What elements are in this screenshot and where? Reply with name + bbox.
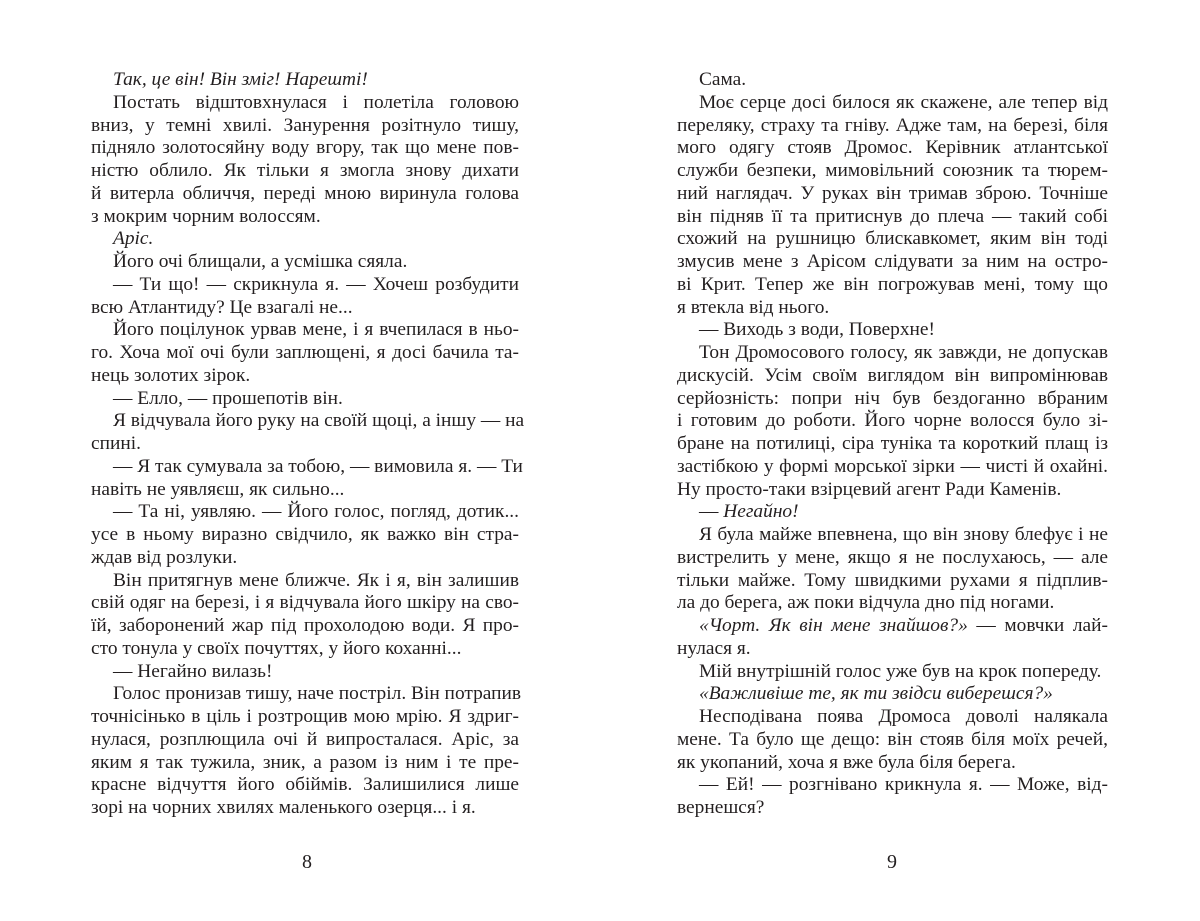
line-text: зорі на чорних хвилях маленького озерця... і я. — [91, 797, 476, 818]
line-text: — — [699, 501, 724, 523]
text-line — [91, 228, 519, 251]
line-text: — Елло, — прошепотів він. — [113, 387, 343, 409]
line-text: дискусій. Усім своїм виглядом він випромінював — [677, 364, 1108, 386]
line-text: Постать відштовхнулася і полетіла головою — [113, 91, 519, 113]
text-line — [91, 410, 525, 433]
text-line — [677, 92, 1108, 115]
line-text: ністю облило. Як тільки я змогла знову дихати — [91, 160, 519, 181]
line-text: — Та ні, уявляю. — Його голос, погляд, дотик... — [113, 501, 519, 523]
line-text: вернешся? — [677, 797, 765, 818]
line-text: схожий на рушницю блискавкомет, яким він тоді — [677, 228, 1108, 250]
line-text: спині. — [91, 433, 141, 454]
text-line — [677, 115, 1108, 138]
line-text: нець золотих зірок. — [91, 364, 251, 386]
line-text: — мовчки лай- — [967, 615, 1108, 636]
text-line — [677, 365, 1108, 388]
text-line — [677, 206, 1108, 229]
line-text: точнісінько в ціль і розтрощив мою мрію. Я здриг- — [91, 706, 519, 727]
text-line — [91, 388, 519, 411]
line-text: мене. Та було ще дещо: він стояв біля моїх речей, — [677, 728, 1108, 750]
text-line — [91, 592, 519, 615]
line-text: як укопаний, хоча я вже була біля берега. — [677, 751, 1016, 773]
line-text: — Виходь з води, Поверхне! — [699, 319, 935, 341]
text-line — [677, 501, 1108, 524]
text-line — [677, 752, 1108, 775]
line-text: я втекла від нього. — [677, 296, 830, 318]
line-text: — Ти що! — скрикнула я. — Хочеш розбудити — [113, 273, 519, 295]
line-text: змусив мене з Арісом слідувати за ним на остро- — [677, 251, 1108, 272]
text-line — [91, 69, 519, 92]
text-line — [91, 342, 519, 365]
line-text: застібкою у формі морської зірки — чисті й охайні. — [677, 455, 1108, 477]
text-line — [677, 183, 1108, 206]
line-text: Тон Дромосового голосу, як завжди, не допускав — [699, 342, 1108, 363]
text-line — [677, 319, 1108, 342]
line-text: і готовим до роботи. Його чорне волосся було зі- — [677, 410, 1108, 432]
text-line — [91, 319, 519, 342]
text-line — [91, 615, 519, 638]
text-line — [91, 479, 519, 502]
text-line — [91, 115, 519, 138]
line-text: Аріс. — [113, 228, 154, 250]
text-line — [677, 251, 1108, 274]
line-text: — Я так сумувала за тобою, — вимовила я. — Ти — [113, 455, 523, 477]
text-line — [91, 160, 519, 183]
text-line — [677, 706, 1108, 729]
text-line — [677, 274, 1108, 297]
text-line — [91, 729, 519, 752]
line-text: свій одяг на березі, і я відчувала його шкіру на сво- — [91, 592, 519, 614]
text-line — [677, 638, 1108, 661]
text-line — [677, 160, 1108, 183]
line-text: навіть не уявляєш, як сильно... — [91, 478, 345, 500]
line-text: з мокрим чорним волоссям. — [91, 205, 321, 227]
text-line — [91, 683, 522, 706]
text-line — [677, 547, 1108, 570]
text-line — [91, 752, 519, 775]
text-line — [91, 251, 519, 274]
line-text: ві Крит. Тепер же він погрожував мені, тому що — [677, 273, 1108, 295]
text-line — [91, 661, 519, 684]
line-text: — Ей! — розгнівано крикнула я. — Може, від- — [699, 774, 1108, 796]
text-line — [91, 274, 519, 297]
line-text: нулася я. — [677, 637, 751, 659]
line-text: яким я так тужила, зник, а разом із ним і те пре- — [91, 751, 519, 773]
text-line — [677, 570, 1108, 593]
text-line — [677, 456, 1108, 479]
text-line — [91, 501, 519, 524]
text-line — [91, 797, 519, 820]
text-line — [677, 388, 1108, 411]
text-line — [677, 524, 1108, 547]
text-line — [677, 228, 1108, 251]
line-text: сто тонула у своїх почуттях, у його коханні... — [91, 637, 462, 659]
line-text: всю Атлантиду? Це взагалі не... — [91, 296, 353, 318]
line-text: служби безпеки, мимовільний союзник та тюрем- — [677, 160, 1108, 181]
text-line — [91, 706, 519, 729]
line-text: їй, заборонений жар під прохолодою води. Я про- — [91, 615, 519, 636]
line-text: вниз, у темні хвилі. Занурення розітнуло тишу, — [91, 114, 519, 136]
line-text: Так, це він! Він зміг! Нарешті! — [113, 69, 368, 90]
line-text: Сама. — [699, 69, 747, 90]
text-line — [677, 479, 1108, 502]
line-text: ла до берега, аж поки відчула дно під ногами. — [677, 592, 1055, 614]
text-line — [91, 638, 519, 661]
line-text: го. Хоча мої очі були заплющені, я досі бачила та- — [91, 342, 519, 363]
text-line — [677, 69, 1108, 92]
text-line — [91, 206, 519, 229]
page-number-left: 8 — [302, 851, 312, 873]
line-text: «Важливіше те, як ти звідси виберешся?» — [699, 683, 1053, 705]
line-text: нулася, розплющила очі й випросталася. Аріс, за — [91, 728, 519, 750]
text-line — [677, 410, 1108, 433]
line-text: підняло золотосяйну воду вгору, так що мене пов- — [91, 137, 519, 159]
line-text: Голос пронизав тишу, наче постріл. Він потрапив — [113, 683, 522, 705]
line-text: переляку, страху та гніву. Адже там, на березі, біля — [677, 114, 1108, 136]
text-line — [677, 774, 1108, 797]
text-line — [677, 592, 1108, 615]
line-text: Його поцілунок урвав мене, і я вчепилася в ньо- — [113, 319, 519, 341]
page-number-right: 9 — [887, 851, 897, 873]
text-line — [91, 92, 519, 115]
line-text: Мій внутрішній голос уже був на крок попереду. — [699, 660, 1102, 682]
italic-speech: Негайно! — [723, 501, 799, 523]
text-line — [91, 547, 519, 570]
text-line — [91, 774, 519, 797]
italic-thought: «Чорт. Як він мене знайшов?» — [699, 615, 968, 636]
line-text: він підняв її та притиснув до плеча — такий собі — [677, 205, 1108, 227]
text-line — [677, 433, 1108, 456]
line-text: й витерла обличчя, переді мною виринула голова — [91, 182, 519, 204]
line-text: вистрелить у мене, якщо я не послухаюсь, — але — [677, 546, 1108, 568]
text-line — [677, 683, 1108, 706]
line-text: — Негайно вилазь! — [113, 660, 273, 682]
text-line — [91, 297, 519, 320]
line-text: Він притягнув мене ближче. Як і я, він залишив — [113, 569, 519, 591]
text-line — [677, 342, 1108, 365]
line-text: ний наглядач. У руках він тримав зброю. Точніше — [677, 182, 1108, 204]
line-text: усе в ньому виразно свідчило, як важко він стра- — [91, 524, 519, 545]
line-text: Я відчувала його руку на своїй щоці, а іншу — на — [113, 410, 525, 432]
line-text: красне відчуття його обіймів. Залишилися лише — [91, 774, 519, 796]
line-text: мого одягу стояв Дромос. Керівник атлантської — [677, 137, 1108, 159]
line-text: ждав від розлуки. — [91, 546, 238, 568]
text-line — [91, 365, 519, 388]
text-line — [91, 137, 519, 160]
line-text: бране на потилиці, сіра туніка та короткий плащ із — [677, 433, 1108, 454]
right-page-text — [677, 69, 1108, 820]
line-text: серйозність: попри ніч був бездоганно вбраним — [677, 387, 1108, 409]
text-line — [91, 524, 519, 547]
line-text: Моє серце досі билося як скажене, але тепер від — [699, 91, 1108, 113]
text-line — [91, 183, 519, 206]
line-text: Несподівана поява Дромоса доволі налякала — [699, 706, 1108, 727]
text-line — [677, 137, 1108, 160]
text-line — [91, 455, 523, 479]
line-text: Його очі блищали, а усмішка сяяла. — [113, 251, 408, 272]
line-text: Я була майже впевнена, що він знову блефує і не — [699, 524, 1108, 545]
text-line — [91, 570, 519, 593]
line-text: тільки майже. Тому швидкими рухами я підплив- — [677, 569, 1108, 591]
text-line — [677, 661, 1108, 684]
text-line — [677, 729, 1108, 752]
text-line — [677, 797, 1108, 820]
text-line — [91, 433, 519, 456]
text-line — [677, 615, 1108, 638]
line-text: Ну просто-таки взірцевий агент Ради Каменів. — [677, 478, 1062, 500]
text-line — [677, 297, 1108, 320]
left-page-text — [91, 69, 525, 820]
